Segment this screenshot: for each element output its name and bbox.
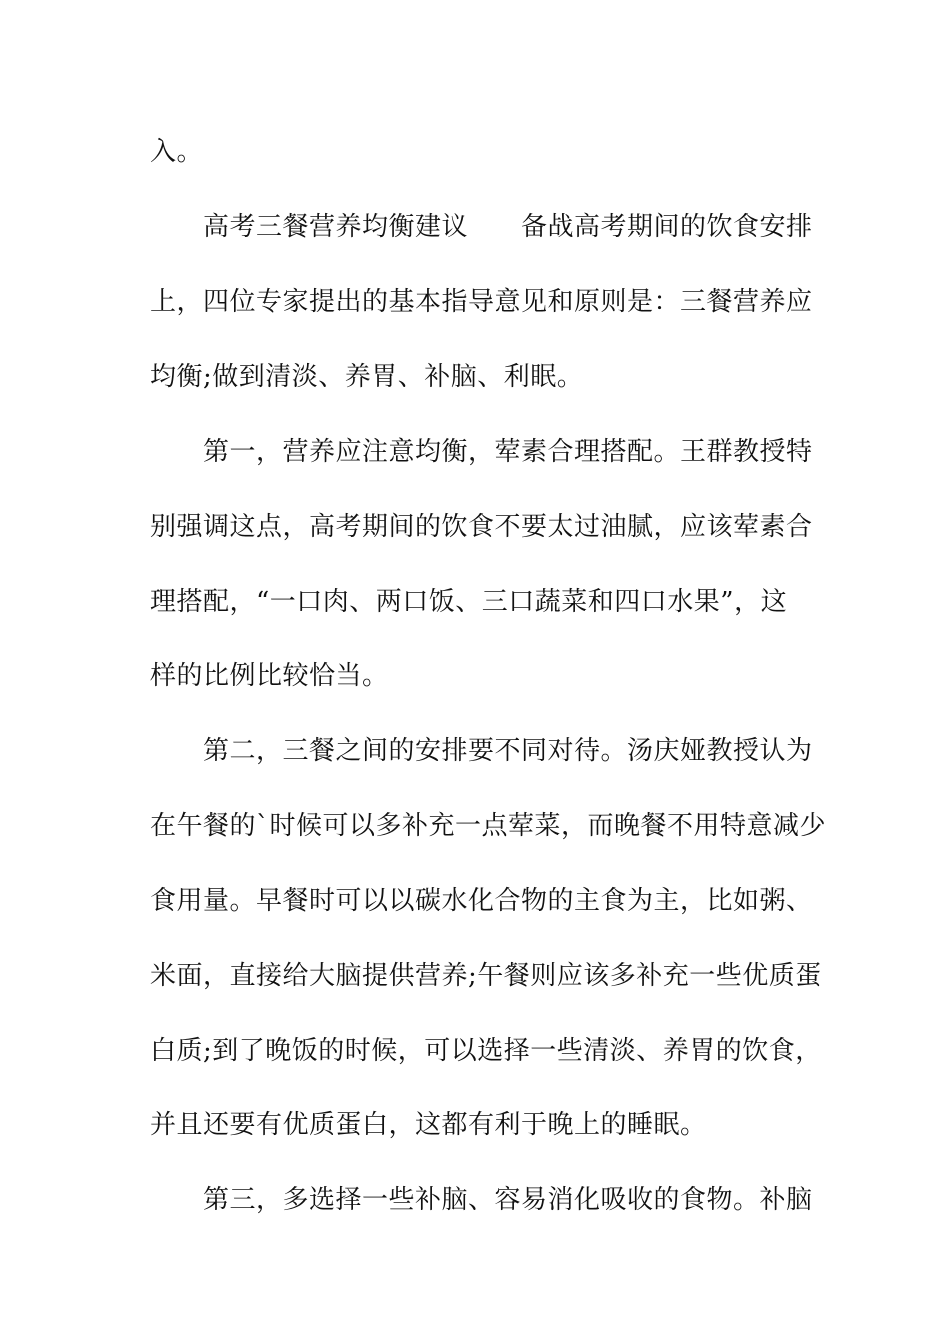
text-line: 高考三餐营养均衡建议 备战高考期间的饮食安排 (203, 212, 813, 242)
text-line: 样的比例比较恰当。 (150, 661, 389, 691)
text-line: 并且还要有优质蛋白，这都有利于晚上的睡眠。 (150, 1110, 707, 1140)
text-line: 入。 (150, 137, 204, 167)
text-line: 第一，营养应注意均衡，荤素合理搭配。王群教授特 (203, 437, 813, 467)
text-line: 理搭配，“一口肉、两口饭、三口蔬菜和四口水果”，这 (150, 587, 788, 617)
text-line: 白质;到了晚饭的时候，可以选择一些清淡、养胃的饮食， (150, 1036, 822, 1066)
text-line: 上，四位专家提出的基本指导意见和原则是：三餐营养应 (150, 287, 813, 317)
text-line: 食用量。早餐时可以以碳水化合物的主食为主，比如粥、 (150, 886, 813, 916)
text-line: 第三，多选择一些补脑、容易消化吸收的食物。补脑 (203, 1185, 813, 1215)
text-line: 别强调这点，高考期间的饮食不要太过油腻，应该荤素合 (150, 512, 813, 542)
text-line: 在午餐的`时候可以多补充一点荤菜，而晚餐不用特意减少 (150, 811, 827, 841)
text-line: 米面，直接给大脑提供营养;午餐则应该多补充一些优质蛋 (150, 961, 822, 991)
text-line: 均衡;做到清淡、养胃、补脑、利眠。 (150, 362, 584, 392)
text-line: 第二，三餐之间的安排要不同对待。汤庆娅教授认为 (203, 736, 813, 766)
